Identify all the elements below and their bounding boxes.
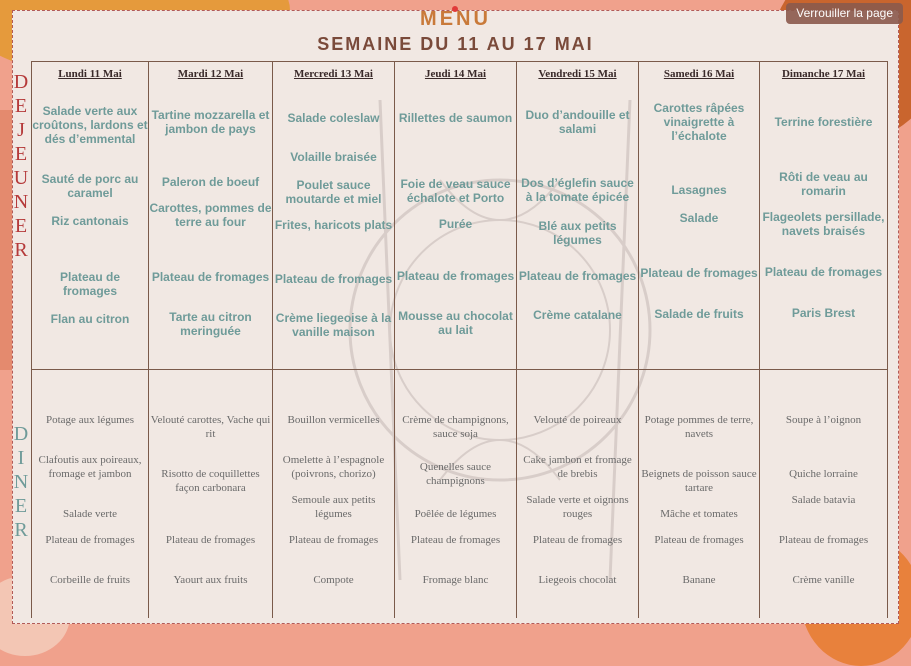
dejeuner-letter: U bbox=[13, 167, 29, 189]
dinner-dish: Quiche lorraine bbox=[789, 468, 858, 480]
day-header: Samedi 16 Mai bbox=[663, 68, 735, 80]
lunch-dish: Plateau de fromages bbox=[764, 265, 883, 279]
lunch-dish: Crème liegeoise à la vanille maison bbox=[275, 311, 392, 339]
diner-label bbox=[12, 422, 30, 542]
day-header: Mercredi 13 Mai bbox=[293, 68, 373, 80]
lunch-dish: Foie de veau sauce échalote et Porto bbox=[400, 177, 511, 205]
dinner-dish: Plateau de fromages bbox=[654, 534, 744, 546]
day-header: Dimanche 17 Mai bbox=[781, 68, 866, 80]
lunch-dish: Paris Brest bbox=[791, 306, 856, 320]
dinner-dish: Banane bbox=[682, 574, 716, 586]
lunch-dish: Paleron de boeuf bbox=[161, 175, 260, 189]
diner-letter: D bbox=[13, 423, 29, 445]
lunch-dish: Carottes râpées vinaigrette à l’échalote bbox=[653, 101, 745, 143]
dinner-dish: Potage pommes de terre, navets bbox=[644, 414, 754, 440]
dinner-dish: Beignets de poisson sauce tartare bbox=[641, 468, 757, 494]
day-column bbox=[517, 62, 639, 618]
dinner-dish: Plateau de fromages bbox=[778, 534, 869, 546]
dinner-dish: Crème vanille bbox=[792, 574, 855, 586]
day-column bbox=[149, 62, 273, 618]
dejeuner-letter: J bbox=[17, 119, 25, 141]
dinner-dish: Mâche et tomates bbox=[660, 508, 738, 520]
dejeuner-label bbox=[12, 70, 30, 262]
dinner-dish: Compote bbox=[313, 574, 354, 586]
lunch-dish: Purée bbox=[438, 217, 473, 231]
dinner-dish: Quenelles sauce champignons bbox=[419, 461, 492, 487]
dinner-dish: Plateau de fromages bbox=[410, 534, 501, 546]
dinner-dish: Risotto de coquillettes façon carbonara bbox=[161, 468, 260, 494]
lunch-dish: Salade verte aux croûtons, lardons et dés d’emmental bbox=[32, 104, 148, 146]
dinner-dish: Fromage blanc bbox=[422, 574, 489, 586]
dejeuner-letter: E bbox=[14, 95, 28, 117]
day-header: Lundi 11 Mai bbox=[58, 68, 122, 80]
lunch-dish: Poulet sauce moutarde et miel bbox=[285, 178, 382, 206]
dejeuner-letter: E bbox=[14, 143, 28, 165]
diner-letter: E bbox=[14, 495, 28, 517]
dinner-dish: Liegeois chocolat bbox=[538, 574, 617, 586]
dinner-dish: Salade batavia bbox=[791, 494, 856, 506]
dinner-dish: Clafoutis aux poireaux, fromage et jambon bbox=[38, 454, 142, 480]
lunch-dish: Riz cantonais bbox=[51, 214, 129, 228]
lunch-dish: Plateau de fromages bbox=[274, 272, 393, 286]
day-column bbox=[760, 62, 888, 618]
day-header: Vendredi 15 Mai bbox=[538, 68, 617, 80]
dinner-dish: Crème de champignons, sauce soja bbox=[402, 414, 509, 440]
lunch-dish: Salade bbox=[679, 211, 719, 225]
lunch-dish: Plateau de fromages bbox=[518, 269, 637, 283]
menu-title: MENU bbox=[420, 8, 491, 30]
day-column bbox=[273, 62, 395, 618]
dinner-dish: Bouillon vermicelles bbox=[287, 414, 380, 426]
lunch-dish: Plateau de fromages bbox=[151, 270, 270, 284]
dinner-dish: Semoule aux petits légumes bbox=[291, 494, 376, 520]
dinner-dish: Omelette à l’espagnole (poivrons, chorizo) bbox=[282, 454, 385, 480]
lunch-dish: Plateau de fromages bbox=[640, 266, 758, 280]
dinner-dish: Cake jambon et fromage de brebis bbox=[523, 454, 632, 480]
dinner-dish: Corbeille de fruits bbox=[49, 574, 131, 586]
dejeuner-letter: R bbox=[14, 239, 28, 261]
lunch-dish: Sauté de porc au caramel bbox=[41, 172, 139, 200]
lunch-dish: Rillettes de saumon bbox=[398, 111, 513, 125]
diner-letter: R bbox=[14, 519, 28, 541]
lunch-dish: Frites, haricots plats bbox=[274, 218, 393, 232]
dinner-dish: Salade verte bbox=[62, 508, 118, 520]
dinner-dish: Plateau de fromages bbox=[45, 534, 135, 546]
dinner-dish: Plateau de fromages bbox=[165, 534, 256, 546]
week-title: SEMAINE DU 11 AU 17 MAI bbox=[317, 34, 594, 54]
lunch-dish: Carottes, pommes de terre au four bbox=[149, 201, 272, 229]
day-column bbox=[32, 62, 149, 618]
menu-grid bbox=[31, 61, 888, 618]
day-column bbox=[639, 62, 760, 618]
lunch-dish: Blé aux petits légumes bbox=[538, 219, 617, 247]
lunch-dish: Tarte au citron meringuée bbox=[169, 310, 252, 338]
lunch-dish: Terrine forestière bbox=[774, 115, 873, 129]
lunch-dish: Salade coleslaw bbox=[287, 111, 380, 125]
day-header: Jeudi 14 Mai bbox=[424, 68, 487, 80]
lunch-dish: Plateau de fromages bbox=[396, 269, 515, 283]
dejeuner-letter: D bbox=[13, 71, 29, 93]
dejeuner-letter: E bbox=[14, 215, 28, 237]
lunch-dish: Mousse au chocolat au lait bbox=[398, 309, 513, 337]
dinner-dish: Plateau de fromages bbox=[532, 534, 623, 546]
lunch-dish: Dos d’églefin sauce à la tomate épicée bbox=[521, 176, 634, 204]
lunch-dish: Flageolets persillade, navets braisés bbox=[762, 210, 885, 238]
dinner-dish: Plateau de fromages bbox=[288, 534, 379, 546]
dinner-dish: Yaourt aux fruits bbox=[173, 574, 248, 586]
dejeuner-letter: N bbox=[13, 191, 29, 213]
lock-page-button[interactable]: Verrouiller la page bbox=[786, 3, 903, 24]
day-header: Mardi 12 Mai bbox=[177, 68, 244, 80]
dinner-dish: Potage aux légumes bbox=[46, 414, 134, 426]
dinner-dish: Salade verte et oignons rouges bbox=[526, 494, 629, 520]
lunch-dish: Rôti de veau au romarin bbox=[779, 170, 868, 198]
lunch-dish: Lasagnes bbox=[671, 183, 727, 197]
day-column bbox=[395, 62, 517, 618]
lunch-dish: Plateau de fromages bbox=[59, 270, 121, 298]
dinner-dish: Velouté de poireaux bbox=[533, 414, 622, 426]
diner-letter: N bbox=[13, 471, 29, 493]
dinner-dish: Soupe à l’oignon bbox=[785, 414, 862, 426]
lunch-dish: Duo d’andouille et salami bbox=[525, 108, 630, 136]
lunch-dish: Tartine mozzarella et jambon de pays bbox=[151, 108, 270, 136]
diner-letter: I bbox=[17, 447, 25, 469]
dinner-dish: Velouté carottes, Vache qui rit bbox=[150, 414, 271, 440]
lunch-dish: Salade de fruits bbox=[654, 307, 744, 321]
dinner-dish: Poêlée de légumes bbox=[414, 508, 497, 520]
lunch-dish: Flan au citron bbox=[50, 312, 130, 326]
lunch-dish: Crème catalane bbox=[533, 308, 622, 322]
lunch-dish: Volaille braisée bbox=[290, 150, 377, 164]
